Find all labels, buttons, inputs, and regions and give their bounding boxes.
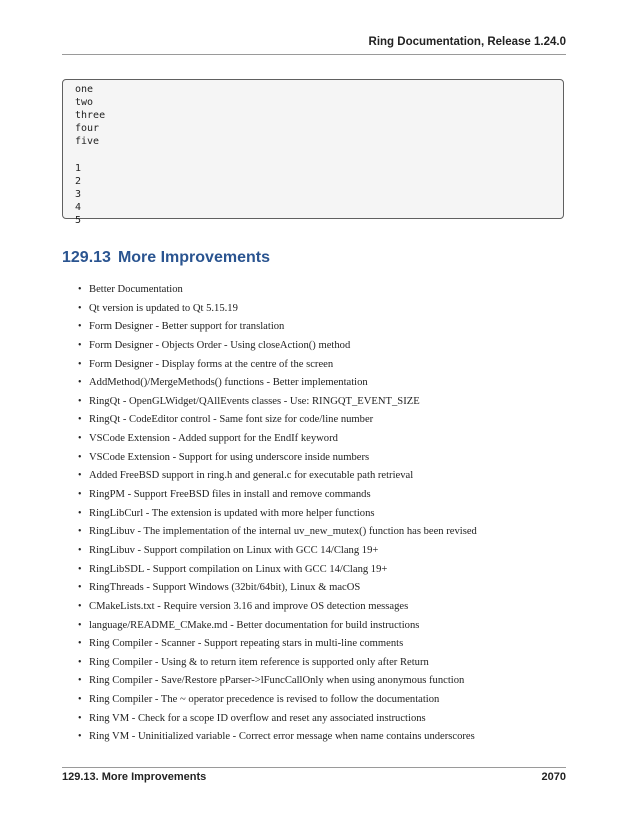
list-item bbox=[78, 712, 568, 731]
bullet-icon: • bbox=[78, 377, 82, 389]
page-header-title: Ring Documentation, Release 1.24.0 bbox=[368, 36, 566, 48]
list-item-text: RingPM - Support FreeBSD files in install and remove commands bbox=[89, 489, 371, 501]
list-item-text: RingLibuv - The implementation of the internal uv_new_mutex() function has been revised bbox=[89, 526, 477, 538]
list-item-text: Ring VM - Uninitialized variable - Correct error message when name contains underscores bbox=[89, 731, 475, 743]
bullet-icon: • bbox=[78, 563, 82, 575]
list-item-text: Ring Compiler - The ~ operator precedence is revised to follow the documentation bbox=[89, 694, 440, 706]
section-heading bbox=[62, 249, 270, 267]
bullet-icon: • bbox=[78, 284, 82, 295]
list-item bbox=[78, 451, 568, 470]
list-item bbox=[78, 600, 568, 619]
bullet-icon: • bbox=[78, 489, 82, 501]
bullet-icon: • bbox=[78, 395, 82, 407]
list-item-text: RingQt - CodeEditor control - Same font size for code/line number bbox=[89, 414, 374, 426]
code-line: one bbox=[75, 84, 94, 95]
code-line: 5 bbox=[75, 214, 82, 226]
code-line: three bbox=[75, 110, 106, 122]
list-item-text: CMakeLists.txt - Require version 3.16 and improve OS detection messages bbox=[89, 600, 409, 612]
bullet-icon: • bbox=[78, 694, 82, 706]
list-item bbox=[78, 283, 568, 302]
bullet-icon: • bbox=[78, 656, 82, 668]
list-item bbox=[78, 544, 568, 563]
code-line: 4 bbox=[75, 201, 82, 213]
list-item-text: Ring Compiler - Scanner - Support repeating stars in multi-line comments bbox=[89, 638, 404, 650]
bullet-icon: • bbox=[78, 731, 82, 743]
list-item bbox=[78, 320, 568, 339]
list-item bbox=[78, 581, 568, 600]
bullet-icon: • bbox=[78, 358, 82, 370]
page-number: 2070 bbox=[541, 771, 566, 783]
list-item-text: Ring Compiler - Using & to return item reference is supported only after Return bbox=[89, 656, 429, 668]
code-line: 2 bbox=[75, 175, 82, 187]
list-item bbox=[78, 693, 568, 712]
improvements-list bbox=[78, 283, 568, 749]
list-item bbox=[78, 469, 568, 488]
code-block bbox=[62, 79, 564, 226]
list-item bbox=[78, 563, 568, 582]
list-item bbox=[78, 674, 568, 693]
list-item bbox=[78, 730, 568, 749]
list-item-text: Form Designer - Objects Order - Using closeAction() method bbox=[89, 339, 351, 351]
code-line bbox=[75, 148, 563, 161]
list-item-text: RingQt - OpenGLWidget/QAllEvents classes - Use: RINGQT_EVENT_SIZE bbox=[89, 395, 420, 407]
list-item-text: Form Designer - Better support for translation bbox=[89, 321, 285, 333]
bullet-icon: • bbox=[78, 675, 82, 687]
list-item bbox=[78, 507, 568, 526]
bullet-icon: • bbox=[78, 414, 82, 426]
bullet-icon: • bbox=[78, 619, 82, 631]
bullet-icon: • bbox=[78, 470, 82, 482]
bullet-icon: • bbox=[78, 302, 82, 314]
bullet-icon: • bbox=[78, 321, 82, 333]
footer-section-label: 129.13. More Improvements bbox=[62, 771, 207, 783]
code-line: four bbox=[75, 123, 100, 135]
code-line: five bbox=[75, 136, 100, 148]
bullet-icon: • bbox=[78, 339, 82, 351]
list-item-text: VSCode Extension - Added support for the EndIf keyword bbox=[89, 433, 338, 445]
section-title: More Improvements bbox=[117, 249, 270, 266]
bullet-icon: • bbox=[78, 507, 82, 519]
list-item-text: AddMethod()/MergeMethods() functions - Better implementation bbox=[89, 377, 368, 389]
bullet-icon: • bbox=[78, 451, 82, 463]
list-item-text: Form Designer - Display forms at the centre of the screen bbox=[89, 358, 334, 370]
list-item-text: Ring VM - Check for a scope ID overflow and reset any associated instructions bbox=[89, 712, 426, 724]
list-item bbox=[78, 656, 568, 675]
list-item bbox=[78, 619, 568, 638]
list-item bbox=[78, 339, 568, 358]
list-item-text: VSCode Extension - Support for using underscore inside numbers bbox=[89, 451, 370, 463]
list-item-text: RingLibCurl - The extension is updated with more helper functions bbox=[89, 507, 375, 519]
list-item bbox=[78, 395, 568, 414]
bullet-icon: • bbox=[78, 526, 82, 538]
header-divider bbox=[62, 54, 566, 55]
section-number: 129.13 bbox=[62, 249, 111, 266]
list-item-text: RingThreads - Support Windows (32bit/64bit), Linux & macOS bbox=[89, 582, 361, 594]
list-item bbox=[78, 637, 568, 656]
list-item-text: RingLibuv - Support compilation on Linux with GCC 14/Clang 19+ bbox=[89, 544, 379, 556]
list-item bbox=[78, 432, 568, 451]
list-item bbox=[78, 302, 568, 321]
list-item bbox=[78, 376, 568, 395]
list-item-text: Better Documentation bbox=[89, 284, 183, 295]
list-item-text: Ring Compiler - Save/Restore pParser->lFuncCallOnly when using anonymous function bbox=[89, 675, 465, 687]
list-item-text: Added FreeBSD support in ring.h and general.c for executable path retrieval bbox=[89, 470, 414, 482]
list-item-text: Qt version is updated to Qt 5.15.19 bbox=[89, 302, 238, 314]
bullet-icon: • bbox=[78, 544, 82, 556]
footer-divider bbox=[62, 767, 566, 768]
list-item bbox=[78, 525, 568, 544]
bullet-icon: • bbox=[78, 582, 82, 594]
bullet-icon: • bbox=[78, 712, 82, 724]
list-item-text: language/README_CMake.md - Better documentation for build instructions bbox=[89, 619, 420, 631]
code-line: 1 bbox=[75, 162, 82, 174]
list-item bbox=[78, 413, 568, 432]
bullet-icon: • bbox=[78, 433, 82, 445]
list-item bbox=[78, 358, 568, 377]
bullet-icon: • bbox=[78, 600, 82, 612]
list-item bbox=[78, 488, 568, 507]
code-line: two bbox=[75, 97, 94, 109]
code-line: 3 bbox=[75, 188, 82, 200]
list-item-text: RingLibSDL - Support compilation on Linux with GCC 14/Clang 19+ bbox=[89, 563, 388, 575]
bullet-icon: • bbox=[78, 638, 82, 650]
